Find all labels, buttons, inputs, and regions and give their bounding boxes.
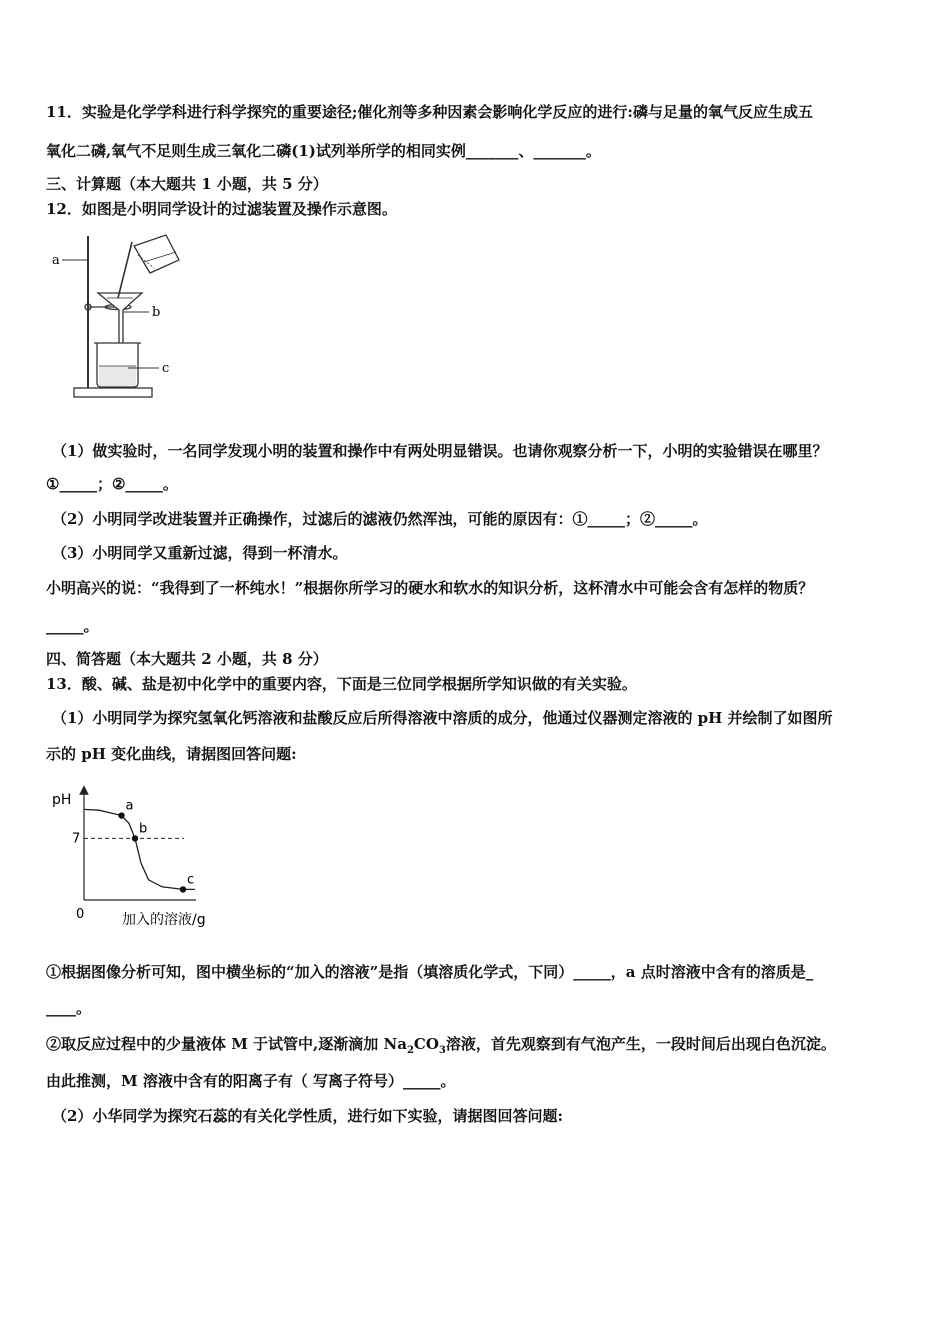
q12-part1-line2: ①_____；②_____。 <box>46 475 178 493</box>
q13-sub1-line1: ①根据图像分析可知，图中横坐标的“加入的溶液”是指（填溶质化学式，下同）_____，a 点时溶液中含有的溶质是_ <box>46 963 814 981</box>
label-b: b <box>152 305 161 320</box>
ph-curve-chart <box>46 782 236 930</box>
point-label-b: b <box>139 821 148 837</box>
q12-part1-line1: （1）做实验时，一名同学发现小明的装置和操作中有两处明显错误。也请你观察分析一下，小明的实验错误在哪里？ <box>52 442 828 460</box>
q13-stem: 13．酸、碱、盐是初中化学中的重要内容，下面是三位同学根据所学知识做的有关实验。 <box>46 675 637 693</box>
q13-sub2-line1 <box>46 1034 910 1061</box>
section4-heading: 四、简答题（本大题共 2 小题，共 8 分） <box>46 650 328 668</box>
point-label-a: a <box>125 798 134 814</box>
q12-part3: （3）小明同学又重新过滤，得到一杯清水。 <box>52 544 348 562</box>
point-c <box>180 886 186 892</box>
q13-part1-line1: （1）小明同学为探究氢氧化钙溶液和盐酸反应后所得溶液中溶质的成分，他通过仪器测定溶液的 pH 并绘制了如图所 <box>52 709 833 727</box>
y-axis-label: pH <box>52 792 72 808</box>
origin-label: 0 <box>76 907 85 922</box>
q11-line1: 11．实验是化学学科进行科学探究的重要途径;催化剂等多种因素会影响化学反应的进行:磷与足量的氧气反应生成五 <box>46 103 813 121</box>
q13-sub2-post: 溶液，首先观察到有气泡产生，一段时间后出现白色沉淀。 <box>445 1035 836 1053</box>
label-a: a <box>52 253 60 268</box>
q12-part3-line2: 小明高兴的说：“我得到了一杯纯水！”根据你所学习的硬水和软水的知识分析，这杯清水中可能会含有怎样的物质？ <box>46 579 814 597</box>
point-label-c: c <box>187 872 195 888</box>
q13-sub2-pre: ②取反应过程中的少量液体 M 于试管中,逐渐滴加 Na <box>46 1035 407 1053</box>
q13-sub2-sub2: 3 <box>438 1045 446 1056</box>
pouring-beaker <box>134 235 179 273</box>
point-b <box>132 835 138 841</box>
glass-rod <box>118 242 132 298</box>
q12-part3-line3: _____。 <box>46 617 99 635</box>
filtration-apparatus-figure <box>46 230 186 408</box>
q13-sub2-sub1: 2 <box>406 1045 414 1056</box>
q12-stem: 12．如图是小明同学设计的过滤装置及操作示意图。 <box>46 200 397 218</box>
x-axis-label: 加入的溶液/g <box>122 912 206 928</box>
q11-line2: 氧化二磷,氧气不足则生成三氧化二磷(1)试列举所学的相同实例_______、_______。 <box>46 142 601 160</box>
q13-part1-line2: 示的 pH 变化曲线，请据图回答问题: <box>46 745 297 763</box>
q12-part2: （2）小明同学改进装置并正确操作，过滤后的滤液仍然浑浊，可能的原因有：①_____；②_____。 <box>52 510 708 528</box>
q13-sub2-line2: 由此推测，M 溶液中含有的阳离子有（ 写离子符号）_____。 <box>46 1072 456 1090</box>
q13-sub1-line2: ____。 <box>46 999 92 1017</box>
label-c: c <box>162 361 170 376</box>
stand-base <box>74 388 152 397</box>
section3-heading: 三、计算题（本大题共 1 小题，共 5 分） <box>46 175 328 193</box>
q13-sub2-mid: CO <box>413 1035 439 1053</box>
q13-part2: （2）小华同学为探究石蕊的有关化学性质，进行如下实验，请据图回答问题: <box>52 1107 563 1125</box>
point-a <box>118 812 124 818</box>
ph7-tick-label: 7 <box>72 831 81 847</box>
